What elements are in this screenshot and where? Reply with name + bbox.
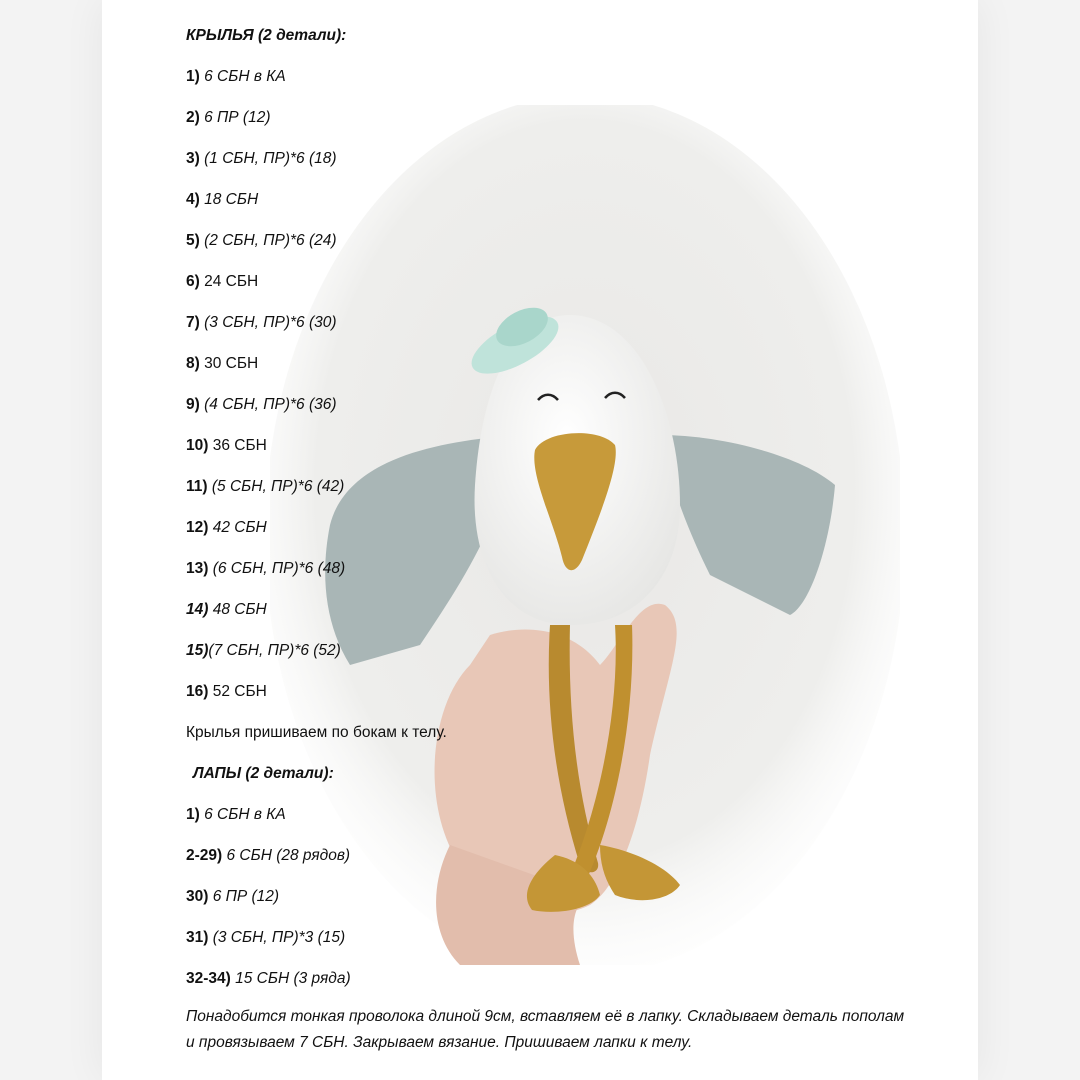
row-number: 1) [186, 68, 200, 85]
row-text: 18 СБН [204, 191, 259, 208]
row-text: (7 СБН, ПР)*6 (52) [208, 642, 341, 659]
legs-row-1 [186, 805, 286, 825]
wings-row-4 [186, 190, 258, 210]
wings-row-5 [186, 231, 337, 251]
row-text: 48 СБН [212, 601, 267, 618]
row-text: 6 ПР (12) [212, 888, 280, 905]
wings-row-14 [186, 600, 267, 620]
row-number: 13) [186, 560, 209, 577]
row-text: 30 СБН [204, 355, 259, 372]
row-text: 6 СБН в КА [204, 68, 286, 85]
row-number: 32-34) [186, 970, 231, 987]
row-text: 6 ПР (12) [204, 109, 271, 126]
row-number: 8) [186, 355, 200, 372]
row-number: 14) [186, 601, 209, 618]
row-text: (3 СБН, ПР)*3 (15) [212, 929, 346, 946]
wings-row-10 [186, 436, 267, 456]
legs-row-2 [186, 846, 350, 866]
row-text: 6 СБН (28 рядов) [226, 847, 351, 864]
wings-row-7 [186, 313, 337, 333]
wings-row-6 [186, 272, 258, 292]
wings-note: Крылья пришиваем по бокам к телу. [186, 724, 447, 741]
row-text: (2 СБН, ПР)*6 (24) [204, 232, 337, 249]
wings-row-15 [186, 641, 341, 661]
wings-row-12 [186, 518, 267, 538]
row-number: 7) [186, 314, 200, 331]
row-number: 12) [186, 519, 209, 536]
legs-row-5 [186, 969, 351, 989]
row-text: (6 СБН, ПР)*6 (48) [212, 560, 346, 577]
row-number: 5) [186, 232, 200, 249]
row-text: 36 СБН [212, 437, 267, 454]
row-text: (1 СБН, ПР)*6 (18) [204, 150, 337, 167]
row-number: 31) [186, 929, 209, 946]
row-number: 3) [186, 150, 200, 167]
row-number: 16) [186, 683, 209, 700]
legs-row-3 [186, 887, 279, 907]
row-number: 4) [186, 191, 200, 208]
legs-heading: ЛАПЫ (2 детали): [193, 765, 334, 782]
row-text: 52 СБН [212, 683, 267, 700]
row-text: (3 СБН, ПР)*6 (30) [204, 314, 337, 331]
row-number: 9) [186, 396, 200, 413]
row-text: 6 СБН в КА [204, 806, 286, 823]
row-text: (5 СБН, ПР)*6 (42) [211, 478, 345, 495]
row-number: 15) [186, 642, 209, 659]
row-text: 15 СБН (3 ряда) [235, 970, 351, 987]
row-number: 11) [186, 478, 208, 495]
seagull-toy-illustration [270, 105, 900, 965]
wings-row-2 [186, 108, 270, 128]
row-number: 10) [186, 437, 209, 454]
row-number: 2-29) [186, 847, 223, 864]
wings-heading: КРЫЛЬЯ (2 детали): [186, 27, 347, 44]
wings-row-1 [186, 67, 286, 87]
wings-row-9 [186, 395, 337, 415]
row-number: 1) [186, 806, 200, 823]
row-text: (4 СБН, ПР)*6 (36) [204, 396, 337, 413]
seagull-toy-photo [270, 105, 900, 965]
row-number: 30) [186, 888, 209, 905]
wings-row-3 [186, 149, 337, 169]
wings-row-11 [186, 477, 344, 497]
row-text: 42 СБН [212, 519, 267, 536]
wings-row-13 [186, 559, 345, 579]
legs-note: Понадобится тонкая проволока длиной 9см, вставляем её в лапку. Складываем деталь пополам и провязываем 7 СБН. Закрываем вязание. Пришиваем лапки к телу. [186, 1008, 905, 1051]
row-text: 24 СБН [204, 273, 259, 290]
wings-row-8 [186, 354, 258, 374]
wings-row-16 [186, 682, 267, 702]
row-number: 2) [186, 109, 200, 126]
row-number: 6) [186, 273, 200, 290]
legs-row-4 [186, 928, 345, 948]
